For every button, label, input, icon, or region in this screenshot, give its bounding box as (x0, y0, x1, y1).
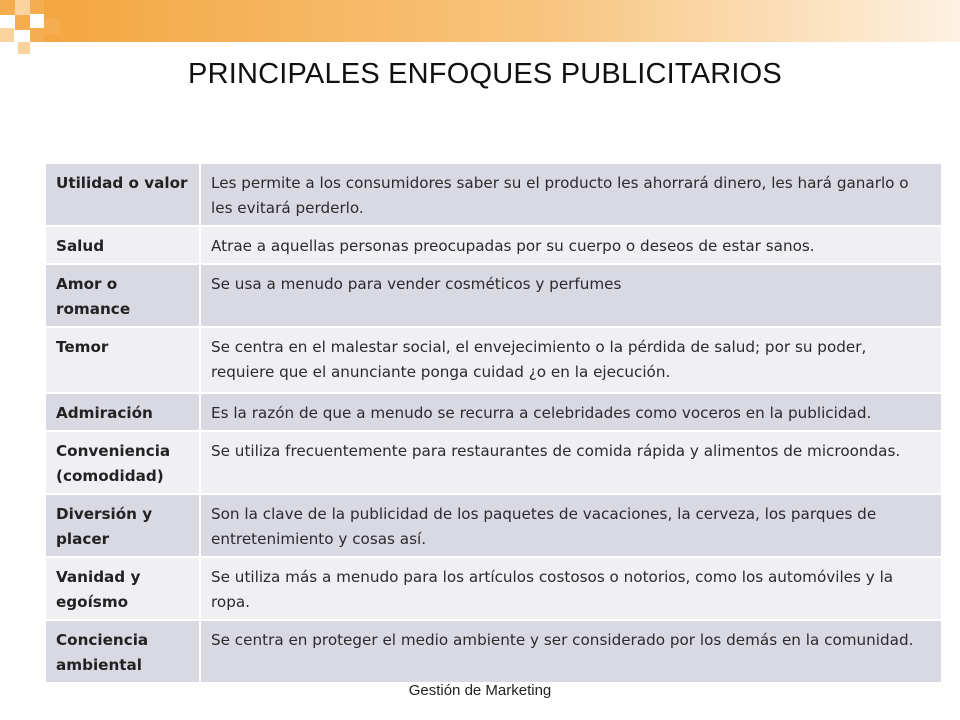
approach-description: Atrae a aquellas personas preocupadas por su cuerpo o deseos de estar sanos. (200, 226, 942, 264)
approach-description: Se centra en el malestar social, el envejecimiento o la pérdida de salud; por su poder, requiere que el anunciante ponga cuidad ¿o en la ejecución. (200, 327, 942, 393)
header-accent-bar (44, 0, 960, 42)
approach-description: Se utiliza frecuentemente para restaurantes de comida rápida y alimentos de microondas. (200, 431, 942, 494)
table-row (45, 557, 942, 620)
approach-name: Utilidad o valor (45, 163, 200, 226)
table-row (45, 327, 942, 393)
table-row (45, 494, 942, 557)
slide-title: PRINCIPALES ENFOQUES PUBLICITARIOS (188, 58, 782, 90)
table-row (45, 163, 942, 226)
approach-description: Es la razón de que a menudo se recurra a celebridades como voceros en la publicidad. (200, 393, 942, 431)
approach-name: Amor o romance (45, 264, 200, 327)
footer-text: Gestión de Marketing (408, 682, 552, 699)
approach-description: Les permite a los consumidores saber su el producto les ahorrará dinero, les hará ganarlo o les evitará perderlo. (200, 163, 942, 226)
corner-squares-decoration (0, 0, 60, 60)
approach-name: Temor (45, 327, 200, 393)
approach-name: Conciencia ambiental (45, 620, 200, 683)
approach-name: Diversión y placer (45, 494, 200, 557)
table-row (45, 431, 942, 494)
approach-name: Conveniencia (comodidad) (45, 431, 200, 494)
approach-description: Son la clave de la publicidad de los paquetes de vacaciones, la cerveza, los parques de entretenimiento y cosas así. (200, 494, 942, 557)
table-row (45, 620, 942, 683)
approach-description: Se usa a menudo para vender cosméticos y perfumes (200, 264, 942, 327)
approach-description: Se centra en proteger el medio ambiente y ser considerado por los demás en la comunidad. (200, 620, 942, 683)
approach-name: Salud (45, 226, 200, 264)
approach-name: Admiración (45, 393, 200, 431)
approach-name: Vanidad y egoísmo (45, 557, 200, 620)
table-row (45, 393, 942, 431)
table-row (45, 226, 942, 264)
approach-description: Se utiliza más a menudo para los artículos costosos o notorios, como los automóviles y la ropa. (200, 557, 942, 620)
approaches-table (44, 162, 943, 674)
table-row (45, 264, 942, 327)
